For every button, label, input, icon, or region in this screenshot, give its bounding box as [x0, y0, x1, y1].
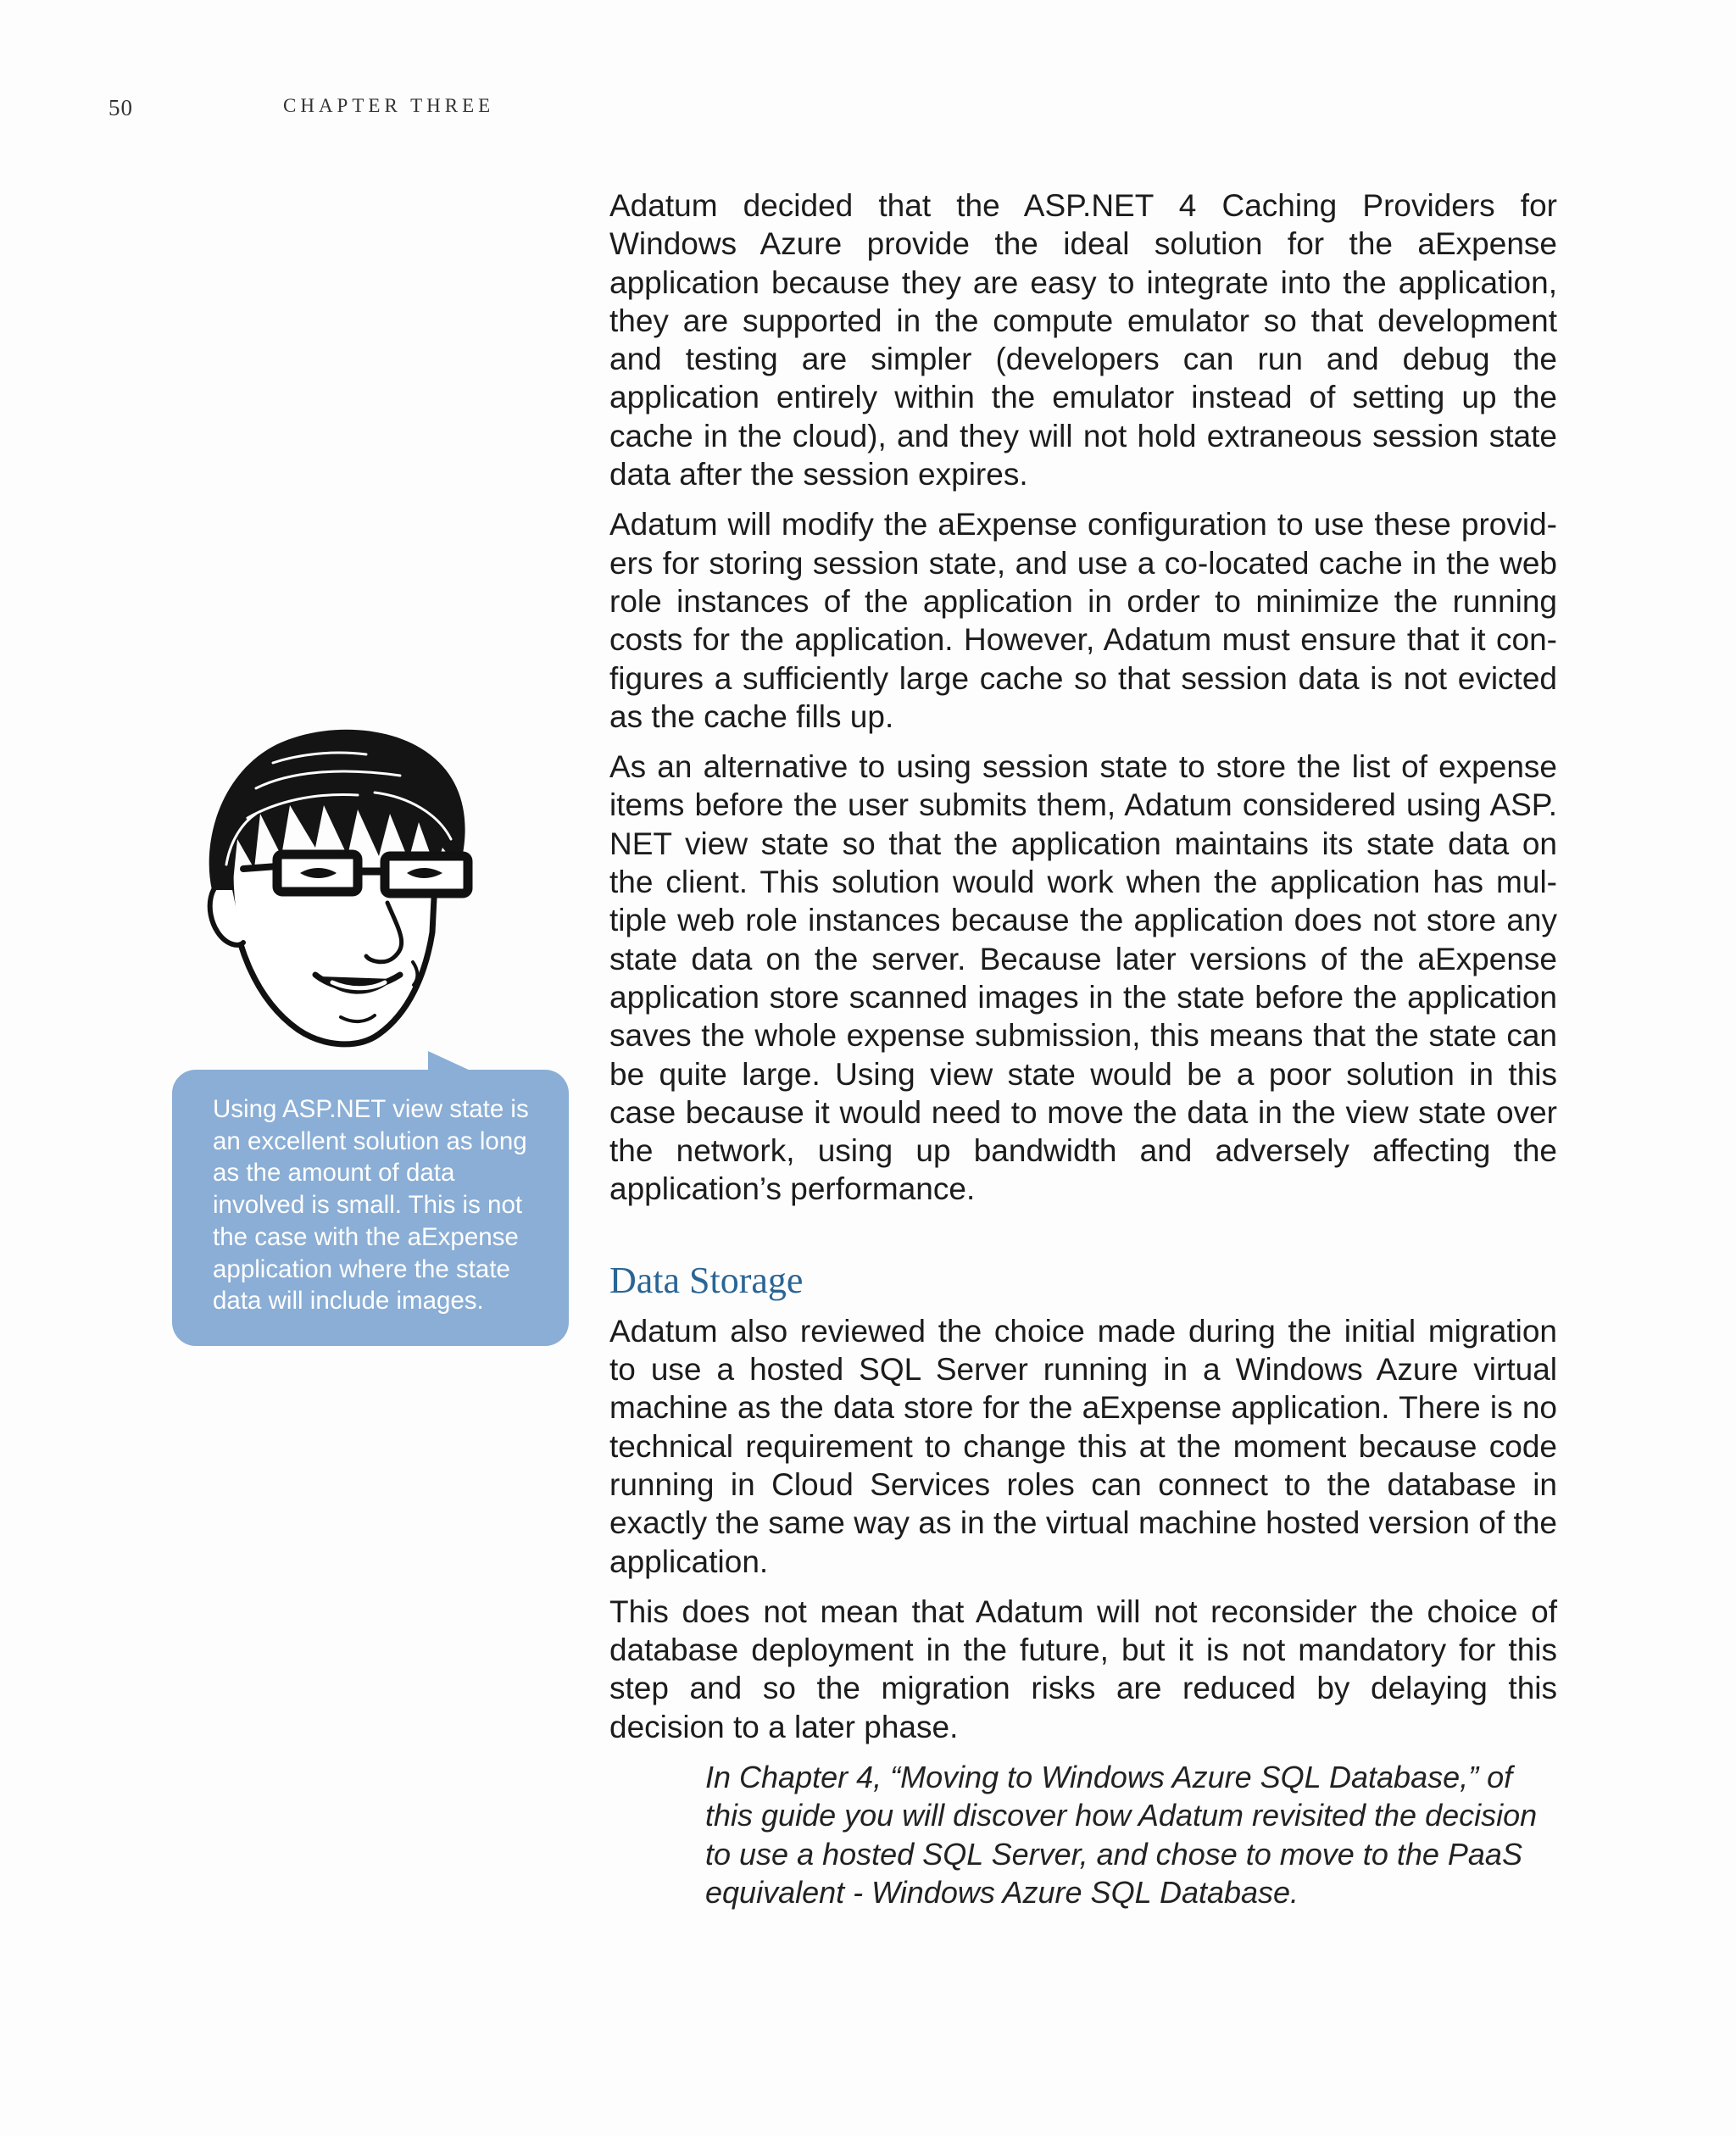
paragraph-caching-providers: Adatum decided that the ASP.NET 4 Caching Providers for Windows Azure provide the ideal solution for the aExpense application because they are easy to integrate into the application, they are supported in the compute emulator so that development and testing are simpler (developers can run and debug the application entirely within the emulator instead of setting up the cache in the cloud), and they will not hold extraneous session state data after the session expires. [609, 188, 1557, 492]
callout-text: Using ASP.NET view state is an excellent solution as long as the amount of data involved is small. This is not the case with the aExpense application where the state data will include images. [213, 1095, 529, 1316]
paragraph-future-migration: This does not mean that Adatum will not reconsider the choice of database deployment in the future, but it is not mandatory for this step and so the migration risks are reduced by delaying this decision to a later phase. [609, 1594, 1557, 1744]
developer-avatar-illustration [197, 720, 485, 1051]
section-heading-data-storage: Data Storage [609, 1259, 804, 1301]
paragraph-view-state: As an alternative to using session state to store the list of expense items before the user submits them, Adatum considered using ASP.​NET view state so that the application maintains its state data on the client. This solution would work when the application has multiple web role instances because the application does not store any state data on the server. Because later versions of the aExpense application store scanned images in the state before the application saves the whole expense submission, this means that the state can be quite large. Using view state would be a poor solution in this case because it would need to move the data in the view state over the network, using up bandwidth and adversely affecting the application’s performance. [609, 749, 1557, 1207]
paragraph-session-config: Adatum will modify the aExpense configuration to use these providers for storing session state, and use a co-located cache in the web role instances of the application in order to minimize the running costs for the application. However, Adatum must ensure that it configures a sufficiently large cache so that session data is not evicted as the cache fills up. [609, 507, 1557, 734]
paragraph-sql-server: Adatum also reviewed the choice made during the initial migration to use a hosted SQL Server running in a Windows Azure virtual machine as the data store for the aExpense application. There is no technical requirement to change this at the moment because code running in Cloud Services roles can connect to the database in exactly the same way as in the virtual machine hosted version of the application. [609, 1313, 1557, 1579]
sidebar-callout [172, 1070, 569, 1346]
chapter-reference-note: In Chapter 4, “Moving to Windows Azure SQL Database,” of this guide you will discover how Adatum revisited the decision to use a hosted SQL Server, and chose to move to the PaaS equivalent - Windows Azure SQL Database. [705, 1759, 1538, 1910]
page-number: 50 [108, 95, 133, 120]
chapter-label: CHAPTER THREE [283, 95, 495, 116]
main-text-column [609, 186, 1557, 1911]
callout-tail [428, 1051, 472, 1071]
running-head [108, 95, 871, 129]
